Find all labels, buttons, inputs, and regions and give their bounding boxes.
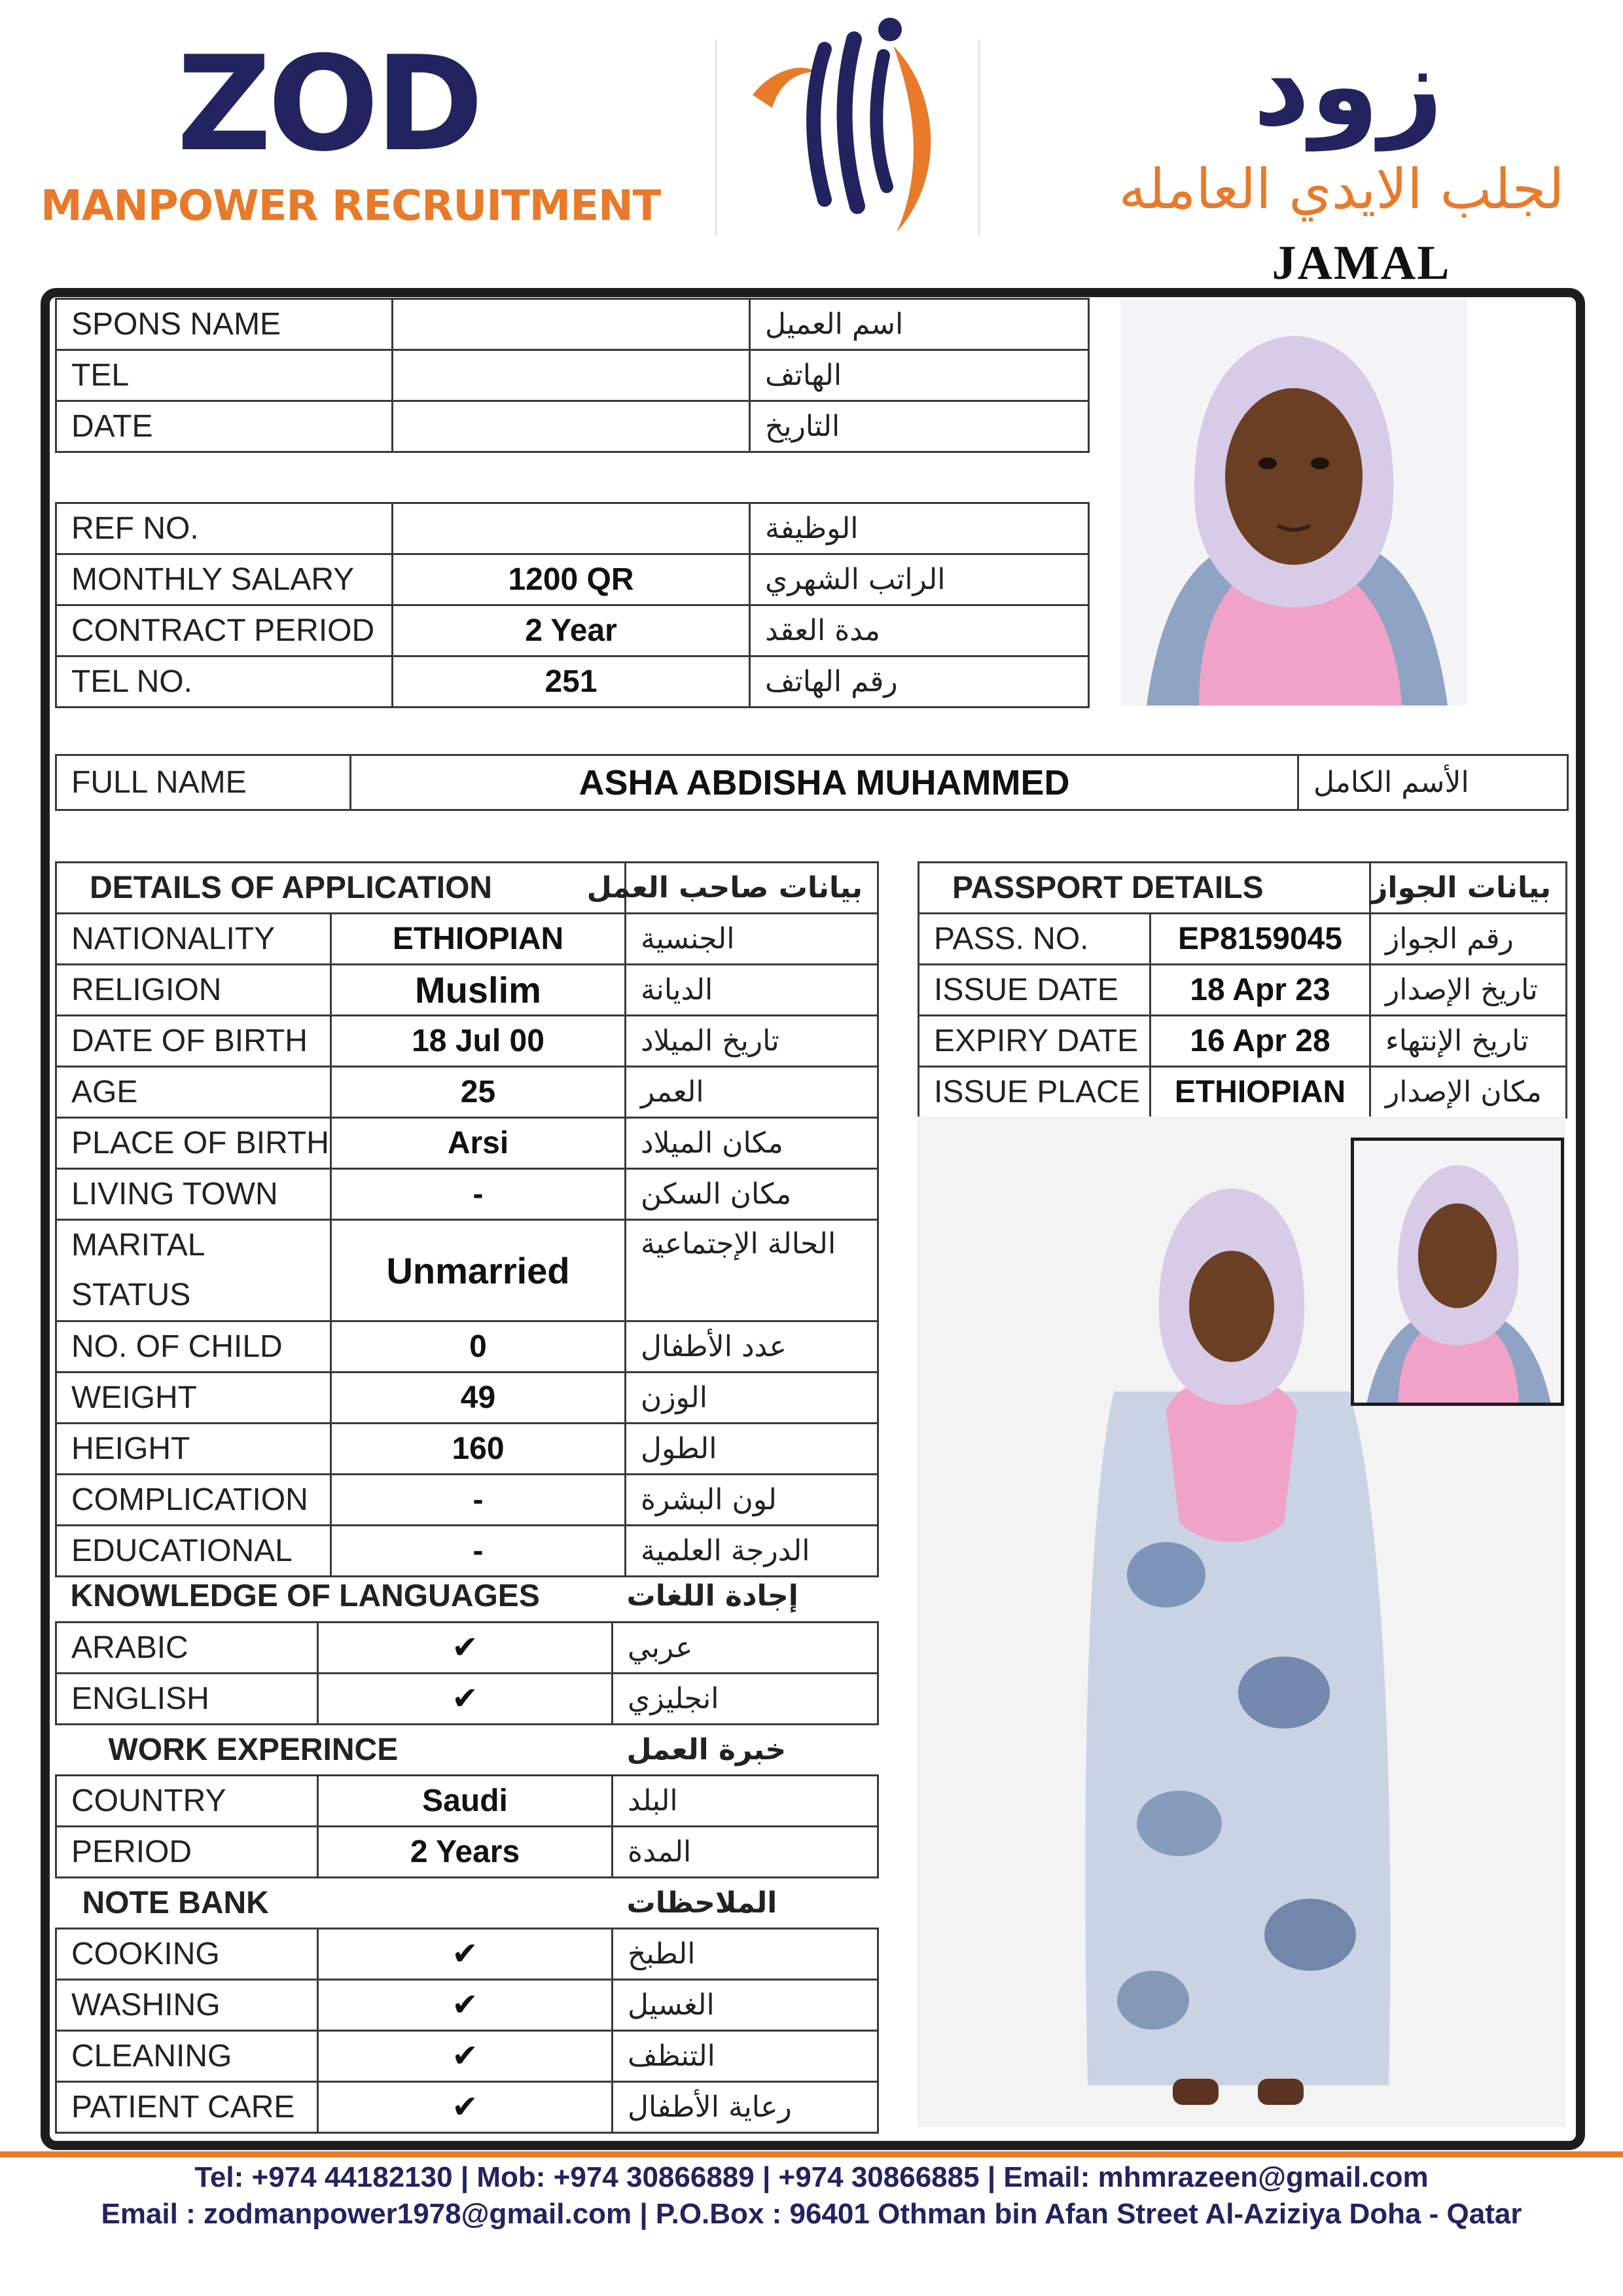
table-row	[56, 1118, 878, 1169]
salary-value: 1200 QR	[393, 554, 750, 605]
nationality-value: ETHIOPIAN	[331, 914, 626, 965]
table-row	[919, 1016, 1567, 1067]
country-value: Saudi	[318, 1775, 613, 1826]
religion-arabic: الديانة	[626, 965, 878, 1016]
marital-value: Unmarried	[331, 1220, 626, 1321]
cleaning-check-icon: ✔	[318, 2030, 613, 2081]
table-row	[56, 1622, 878, 1673]
table-row	[56, 965, 878, 1016]
contract-value: 2 Year	[393, 605, 750, 656]
patient-care-check-icon: ✔	[318, 2081, 613, 2132]
table-row	[56, 299, 1089, 350]
ref-no-label: REF NO.	[56, 503, 393, 554]
contract-label: CONTRACT PERIOD	[56, 605, 393, 656]
table-row	[56, 2081, 878, 2132]
dob-label: DATE OF BIRTH	[56, 1016, 331, 1067]
washing-check-icon: ✔	[318, 1979, 613, 2030]
salary-label: MONTHLY SALARY	[56, 554, 393, 605]
skills-table	[55, 1571, 879, 2134]
agent-name: JAMAL	[1272, 236, 1451, 290]
application-header-arabic: بيانات صاحب العمل	[626, 863, 878, 914]
table-row	[56, 1372, 878, 1424]
cooking-label: COOKING	[56, 1928, 318, 1979]
washing-label: WASHING	[56, 1979, 318, 2030]
table-row	[56, 656, 1089, 708]
children-label: NO. OF CHILD	[56, 1321, 331, 1372]
ref-no-value	[393, 503, 750, 554]
table-row	[56, 1067, 878, 1118]
religion-value: Muslim	[331, 965, 626, 1016]
expiry-date-label: EXPIRY DATE	[919, 1016, 1150, 1067]
full-name-table	[55, 754, 1569, 811]
educational-arabic: الدرجة العلمية	[626, 1526, 878, 1577]
complication-label: COMPLICATION	[56, 1475, 331, 1526]
complication-arabic: لون البشرة	[626, 1475, 878, 1526]
experience-header-arabic: خبرة العمل	[626, 1732, 787, 1767]
brand-name: ZOD	[177, 28, 480, 181]
children-arabic: عدد الأطفال	[626, 1321, 878, 1372]
table-row	[56, 2030, 878, 2081]
weight-value: 49	[331, 1372, 626, 1424]
place-of-birth-label: PLACE OF BIRTH	[56, 1118, 331, 1169]
full-name-value: ASHA ABDISHA MUHAMMED	[351, 755, 1298, 810]
spons-name-value	[393, 299, 750, 350]
languages-header-arabic: إجادة اللغات	[626, 1579, 798, 1613]
english-label: ENGLISH	[56, 1673, 318, 1724]
country-arabic: البلد	[613, 1775, 878, 1826]
tel-value	[393, 350, 750, 401]
english-check-icon: ✔	[318, 1673, 613, 1724]
age-value: 25	[331, 1067, 626, 1118]
country-label: COUNTRY	[56, 1775, 318, 1826]
patient-care-label: PATIENT CARE	[56, 2081, 318, 2132]
washing-arabic: الغسيل	[613, 1979, 878, 2030]
footer-divider	[0, 2151, 1623, 2157]
application-header: DETAILS OF APPLICATION	[56, 863, 626, 914]
table-row	[56, 1424, 878, 1475]
passport-table	[918, 861, 1567, 1119]
living-town-value: -	[331, 1169, 626, 1220]
sponsor-table	[55, 298, 1090, 453]
portrait-photo	[1120, 300, 1467, 706]
expiry-date-value: 16 Apr 28	[1150, 1016, 1370, 1067]
issue-date-value: 18 Apr 23	[1150, 965, 1370, 1016]
table-row	[56, 1220, 878, 1321]
expiry-date-arabic: تاريخ الإنتهاء	[1370, 1016, 1567, 1067]
dob-value: 18 Jul 00	[331, 1016, 626, 1067]
experience-header: WORK EXPERINCE	[108, 1732, 399, 1767]
job-table	[55, 502, 1090, 708]
tel-label: TEL	[56, 350, 393, 401]
pass-no-value: EP8159045	[1150, 914, 1370, 965]
passport-header-arabic: بيانات الجواز	[1370, 863, 1567, 914]
weight-arabic: الوزن	[626, 1372, 878, 1424]
footer-contact: Tel: +974 44182130 | Mob: +974 30866889 | +974 30866885 | Email: mhmrazeen@gmail.com	[194, 2161, 1429, 2193]
full-name-label: FULL NAME	[56, 755, 351, 810]
tel-no-value: 251	[393, 656, 750, 708]
table-row	[56, 1724, 878, 1775]
tel-no-label: TEL NO.	[56, 656, 393, 708]
table-row	[56, 350, 1089, 401]
issue-place-value: ETHIOPIAN	[1150, 1067, 1370, 1118]
issue-date-arabic: تاريخ الإصدار	[1370, 965, 1567, 1016]
contract-arabic: مدة العقد	[750, 605, 1089, 656]
spons-name-arabic: اسم العميل	[750, 299, 1089, 350]
table-row	[56, 1775, 878, 1826]
nationality-label: NATIONALITY	[56, 914, 331, 965]
brand-arabic-name: زود	[1253, 22, 1444, 151]
patient-care-arabic: رعاية الأطفال	[613, 2081, 878, 2132]
children-value: 0	[331, 1321, 626, 1372]
age-arabic: العمر	[626, 1067, 878, 1118]
educational-label: EDUCATIONAL	[56, 1526, 331, 1577]
place-of-birth-value: Arsi	[331, 1118, 626, 1169]
nationality-arabic: الجنسية	[626, 914, 878, 965]
notes-header: NOTE BANK	[82, 1885, 269, 1920]
table-row	[56, 1526, 878, 1577]
application-table	[55, 861, 879, 1577]
religion-label: RELIGION	[56, 965, 331, 1016]
table-row	[919, 965, 1567, 1016]
weight-label: WEIGHT	[56, 1372, 331, 1424]
marital-label	[56, 1220, 331, 1321]
footer-address: Email : zodmanpower1978@gmail.com | P.O.Box : 96401 Othman bin Afan Street Al-Aziziya Doha - Qatar	[101, 2198, 1522, 2230]
height-value: 160	[331, 1424, 626, 1475]
arabic-label: ARABIC	[56, 1622, 318, 1673]
ref-no-arabic: الوظيفة	[750, 503, 1089, 554]
pass-no-arabic: رقم الجواز	[1370, 914, 1567, 965]
cooking-check-icon: ✔	[318, 1928, 613, 1979]
inset-photo	[1351, 1138, 1564, 1406]
table-row	[56, 914, 878, 965]
spons-name-label: SPONS NAME	[56, 299, 393, 350]
period-label: PERIOD	[56, 1826, 318, 1877]
languages-header: KNOWLEDGE OF LANGUAGES	[70, 1578, 540, 1613]
table-row	[56, 503, 1089, 554]
cleaning-arabic: التنظف	[613, 2030, 878, 2081]
salary-arabic: الراتب الشهري	[750, 554, 1089, 605]
table-row	[56, 755, 1568, 810]
educational-value: -	[331, 1526, 626, 1577]
table-row	[56, 1877, 878, 1928]
cooking-arabic: الطبخ	[613, 1928, 878, 1979]
tel-no-arabic: رقم الهاتف	[750, 656, 1089, 708]
table-row	[56, 1928, 878, 1979]
arabic-check-icon: ✔	[318, 1622, 613, 1673]
marital-label-line2: STATUS	[71, 1278, 191, 1312]
date-arabic: التاريخ	[750, 401, 1089, 452]
age-label: AGE	[56, 1067, 331, 1118]
table-row	[56, 401, 1089, 452]
period-value: 2 Years	[318, 1826, 613, 1877]
table-row	[56, 1571, 878, 1622]
place-of-birth-arabic: مكان الميلاد	[626, 1118, 878, 1169]
table-row	[919, 863, 1567, 914]
period-arabic: المدة	[613, 1826, 878, 1877]
brand-arabic-subtitle: لجلب الايدي العامله	[1118, 157, 1565, 221]
full-name-arabic: الأسم الكامل	[1298, 755, 1568, 810]
table-row	[56, 554, 1089, 605]
issue-place-arabic: مكان الإصدار	[1370, 1067, 1567, 1118]
table-row	[56, 863, 878, 914]
issue-date-label: ISSUE DATE	[919, 965, 1150, 1016]
tel-arabic: الهاتف	[750, 350, 1089, 401]
issue-place-label: ISSUE PLACE	[919, 1067, 1150, 1118]
height-arabic: الطول	[626, 1424, 878, 1475]
notes-header-arabic: الملاحظات	[626, 1886, 777, 1920]
header-divider	[978, 39, 980, 236]
table-row	[56, 1826, 878, 1877]
table-row	[56, 1979, 878, 2030]
marital-arabic: الحالة الإجتماعية	[626, 1220, 878, 1321]
company-logo-icon	[726, 10, 969, 252]
table-row	[56, 1321, 878, 1372]
table-row	[56, 1016, 878, 1067]
date-label: DATE	[56, 401, 393, 452]
pass-no-label: PASS. NO.	[919, 914, 1150, 965]
arabic-arabic: عربي	[613, 1622, 878, 1673]
living-town-arabic: مكان السكن	[626, 1169, 878, 1220]
height-label: HEIGHT	[56, 1424, 331, 1475]
table-row	[56, 1169, 878, 1220]
english-arabic: انجليزي	[613, 1673, 878, 1724]
complication-value: -	[331, 1475, 626, 1526]
brand-subtitle: MANPOWER RECRUITMENT	[41, 182, 661, 230]
marital-label-line1: MARITAL	[71, 1228, 205, 1263]
dob-arabic: تاريخ الميلاد	[626, 1016, 878, 1067]
header-divider	[715, 39, 717, 236]
table-row	[56, 1673, 878, 1724]
table-row	[919, 914, 1567, 965]
table-row	[919, 1067, 1567, 1118]
date-value	[393, 401, 750, 452]
cleaning-label: CLEANING	[56, 2030, 318, 2081]
table-row	[56, 605, 1089, 656]
passport-header: PASSPORT DETAILS	[919, 863, 1370, 914]
table-row	[56, 1475, 878, 1526]
living-town-label: LIVING TOWN	[56, 1169, 331, 1220]
